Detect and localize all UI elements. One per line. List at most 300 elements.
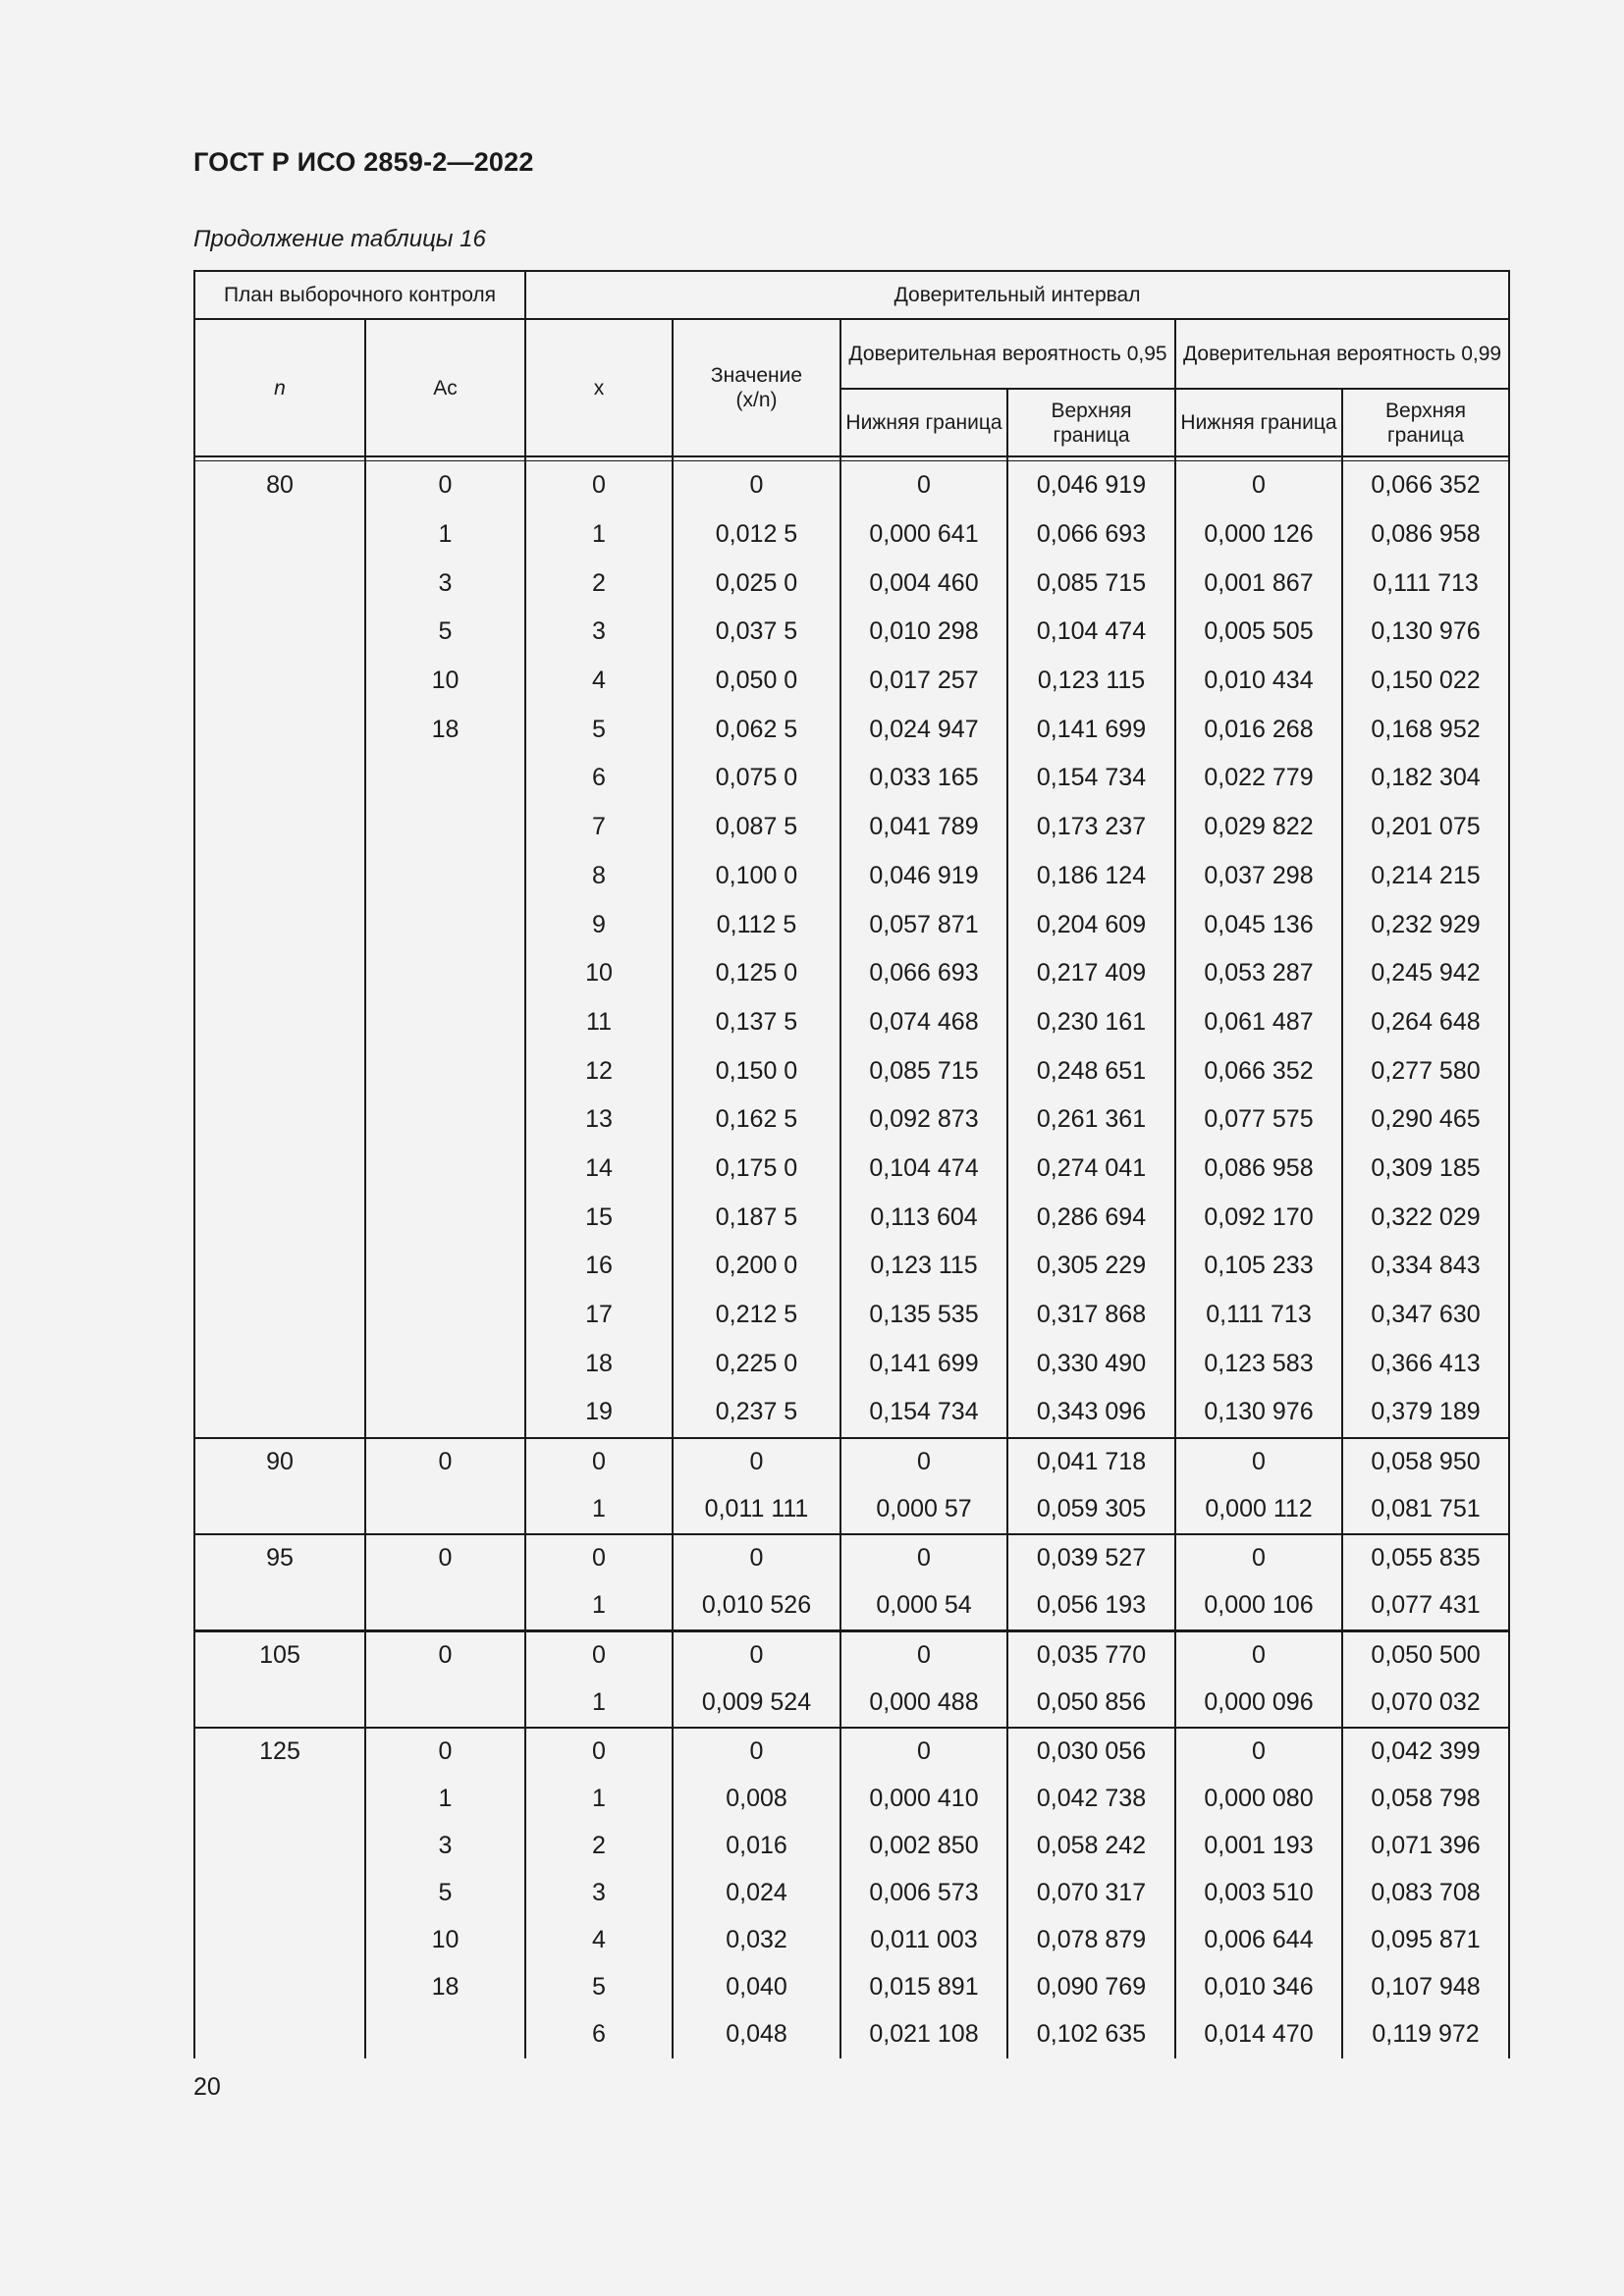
cell-ac <box>365 949 525 998</box>
cell-ac <box>365 803 525 852</box>
cell-value: 0,012 5 <box>673 510 840 560</box>
cell-lower-99: 0,000 112 <box>1175 1486 1342 1534</box>
cell-lower-99: 0,006 644 <box>1175 1917 1342 1964</box>
cell-ac <box>365 1046 525 1095</box>
cell-x: 0 <box>525 1438 673 1486</box>
document-header: ГОСТ Р ИСО 2859-2—2022 <box>193 147 534 177</box>
cell-lower-99: 0,022 779 <box>1175 754 1342 803</box>
cell-lower-95: 0 <box>840 1728 1007 1776</box>
cell-value: 0,175 0 <box>673 1145 840 1194</box>
cell-ac: 0 <box>365 461 525 510</box>
cell-upper-95: 0,104 474 <box>1007 608 1175 657</box>
cell-lower-99: 0,000 096 <box>1175 1680 1342 1728</box>
header-conf95: Доверительная вероятность 0,95 <box>840 319 1175 389</box>
cell-lower-95: 0,085 715 <box>840 1046 1007 1095</box>
cell-ac <box>365 1145 525 1194</box>
cell-upper-99: 0,182 304 <box>1342 754 1509 803</box>
cell-n <box>194 705 365 754</box>
cell-lower-99: 0,010 346 <box>1175 1964 1342 2011</box>
cell-n <box>194 1917 365 1964</box>
cell-x: 6 <box>525 754 673 803</box>
cell-x: 18 <box>525 1339 673 1388</box>
cell-ac <box>365 1095 525 1145</box>
cell-upper-99: 0,201 075 <box>1342 803 1509 852</box>
cell-lower-95: 0,004 460 <box>840 559 1007 608</box>
cell-upper-95: 0,141 699 <box>1007 705 1175 754</box>
cell-n: 95 <box>194 1534 365 1582</box>
table-row <box>194 1582 1509 1631</box>
cell-upper-99: 0,095 871 <box>1342 1917 1509 1964</box>
cell-n <box>194 1486 365 1534</box>
cell-ac: 18 <box>365 705 525 754</box>
cell-ac: 1 <box>365 1776 525 1823</box>
cell-lower-99: 0 <box>1175 1438 1342 1486</box>
cell-value: 0,075 0 <box>673 754 840 803</box>
cell-value: 0,040 <box>673 1964 840 2011</box>
cell-x: 1 <box>525 1486 673 1534</box>
cell-n <box>194 1145 365 1194</box>
cell-ac: 10 <box>365 657 525 706</box>
cell-upper-95: 0,154 734 <box>1007 754 1175 803</box>
cell-upper-95: 0,330 490 <box>1007 1339 1175 1388</box>
cell-upper-95: 0,030 056 <box>1007 1728 1175 1776</box>
cell-lower-99: 0 <box>1175 461 1342 510</box>
cell-x: 0 <box>525 1534 673 1582</box>
header-ac: Ac <box>365 319 525 456</box>
cell-n: 80 <box>194 461 365 510</box>
cell-upper-95: 0,261 361 <box>1007 1095 1175 1145</box>
cell-x: 14 <box>525 1145 673 1194</box>
table-row <box>194 1680 1509 1728</box>
cell-upper-99: 0,070 032 <box>1342 1680 1509 1728</box>
cell-lower-95: 0,000 488 <box>840 1680 1007 1728</box>
cell-x: 12 <box>525 1046 673 1095</box>
cell-value: 0,008 <box>673 1776 840 1823</box>
cell-lower-95: 0,092 873 <box>840 1095 1007 1145</box>
cell-x: 0 <box>525 1630 673 1680</box>
header-n-label: n <box>274 376 286 400</box>
cell-ac: 5 <box>365 1870 525 1917</box>
cell-value: 0,087 5 <box>673 803 840 852</box>
cell-ac: 3 <box>365 559 525 608</box>
cell-upper-99: 0,150 022 <box>1342 657 1509 706</box>
cell-ac <box>365 1291 525 1340</box>
table-row <box>194 510 1509 560</box>
cell-ac <box>365 1388 525 1438</box>
table-container <box>193 270 1508 2058</box>
cell-n <box>194 1339 365 1388</box>
cell-lower-95: 0,057 871 <box>840 900 1007 949</box>
cell-upper-99: 0,058 798 <box>1342 1776 1509 1823</box>
cell-value: 0,024 <box>673 1870 840 1917</box>
cell-n <box>194 510 365 560</box>
cell-lower-99: 0,092 170 <box>1175 1193 1342 1242</box>
table-row <box>194 1776 1509 1823</box>
table-row <box>194 1534 1509 1582</box>
table-row <box>194 1870 1509 1917</box>
cell-n <box>194 1680 365 1728</box>
cell-lower-99: 0,077 575 <box>1175 1095 1342 1145</box>
cell-upper-99: 0,058 950 <box>1342 1438 1509 1486</box>
cell-ac: 5 <box>365 608 525 657</box>
cell-ac: 10 <box>365 1917 525 1964</box>
cell-upper-95: 0,217 409 <box>1007 949 1175 998</box>
cell-lower-95: 0,011 003 <box>840 1917 1007 1964</box>
cell-x: 16 <box>525 1242 673 1291</box>
cell-n <box>194 1388 365 1438</box>
cell-n <box>194 900 365 949</box>
cell-lower-95: 0,000 410 <box>840 1776 1007 1823</box>
cell-upper-95: 0,186 124 <box>1007 852 1175 901</box>
cell-upper-99: 0,322 029 <box>1342 1193 1509 1242</box>
cell-lower-99: 0,111 713 <box>1175 1291 1342 1340</box>
cell-value: 0,125 0 <box>673 949 840 998</box>
cell-lower-99: 0,105 233 <box>1175 1242 1342 1291</box>
cell-lower-99: 0,053 287 <box>1175 949 1342 998</box>
cell-x: 3 <box>525 608 673 657</box>
cell-upper-95: 0,090 769 <box>1007 1964 1175 2011</box>
header-value-label: Значение <box>710 364 803 387</box>
table-row <box>194 998 1509 1047</box>
cell-x: 10 <box>525 949 673 998</box>
table-header <box>194 271 1509 456</box>
header-conf99: Доверительная вероятность 0,99 <box>1175 319 1509 389</box>
table-row <box>194 754 1509 803</box>
cell-upper-99: 0,379 189 <box>1342 1388 1509 1438</box>
cell-x: 1 <box>525 1680 673 1728</box>
cell-value: 0,016 <box>673 1823 840 1870</box>
cell-lower-99: 0,130 976 <box>1175 1388 1342 1438</box>
cell-upper-95: 0,041 718 <box>1007 1438 1175 1486</box>
cell-lower-99: 0,086 958 <box>1175 1145 1342 1194</box>
header-upper-99: Верхняя граница <box>1342 389 1509 456</box>
table-row <box>194 1630 1509 1680</box>
cell-lower-95: 0,104 474 <box>840 1145 1007 1194</box>
cell-x: 13 <box>525 1095 673 1145</box>
table-row <box>194 1046 1509 1095</box>
cell-lower-99: 0,029 822 <box>1175 803 1342 852</box>
cell-value: 0,212 5 <box>673 1291 840 1340</box>
cell-lower-99: 0 <box>1175 1728 1342 1776</box>
cell-x: 4 <box>525 1917 673 1964</box>
cell-upper-99: 0,232 929 <box>1342 900 1509 949</box>
cell-upper-95: 0,039 527 <box>1007 1534 1175 1582</box>
cell-lower-95: 0,135 535 <box>840 1291 1007 1340</box>
cell-lower-95: 0,033 165 <box>840 754 1007 803</box>
cell-x: 0 <box>525 1728 673 1776</box>
cell-lower-99: 0,045 136 <box>1175 900 1342 949</box>
table-row <box>194 657 1509 706</box>
table-row <box>194 1291 1509 1340</box>
cell-ac <box>365 1339 525 1388</box>
cell-x: 1 <box>525 1582 673 1631</box>
cell-upper-99: 0,347 630 <box>1342 1291 1509 1340</box>
cell-value: 0,032 <box>673 1917 840 1964</box>
header-x: x <box>525 319 673 456</box>
cell-upper-99: 0,086 958 <box>1342 510 1509 560</box>
cell-upper-95: 0,274 041 <box>1007 1145 1175 1194</box>
cell-lower-95: 0,041 789 <box>840 803 1007 852</box>
cell-value: 0,187 5 <box>673 1193 840 1242</box>
cell-upper-99: 0,130 976 <box>1342 608 1509 657</box>
cell-lower-99: 0,123 583 <box>1175 1339 1342 1388</box>
cell-value: 0,112 5 <box>673 900 840 949</box>
cell-lower-95: 0,113 604 <box>840 1193 1007 1242</box>
cell-lower-95: 0 <box>840 1630 1007 1680</box>
cell-upper-99: 0,168 952 <box>1342 705 1509 754</box>
cell-n: 105 <box>194 1630 365 1680</box>
cell-n: 125 <box>194 1728 365 1776</box>
cell-lower-95: 0,141 699 <box>840 1339 1007 1388</box>
cell-upper-99: 0,081 751 <box>1342 1486 1509 1534</box>
cell-upper-95: 0,343 096 <box>1007 1388 1175 1438</box>
table-caption: Продолжение таблицы 16 <box>193 226 486 252</box>
cell-upper-95: 0,173 237 <box>1007 803 1175 852</box>
header-upper-95: Верхняя граница <box>1007 389 1175 456</box>
cell-upper-99: 0,119 972 <box>1342 2011 1509 2058</box>
cell-x: 3 <box>525 1870 673 1917</box>
cell-upper-95: 0,230 161 <box>1007 998 1175 1047</box>
cell-n <box>194 1242 365 1291</box>
cell-x: 17 <box>525 1291 673 1340</box>
cell-value: 0,025 0 <box>673 559 840 608</box>
cell-ac <box>365 1680 525 1728</box>
cell-x: 2 <box>525 1823 673 1870</box>
cell-lower-99: 0,001 193 <box>1175 1823 1342 1870</box>
cell-lower-95: 0 <box>840 1534 1007 1582</box>
cell-upper-95: 0,102 635 <box>1007 2011 1175 2058</box>
header-value <box>673 319 840 456</box>
cell-upper-99: 0,214 215 <box>1342 852 1509 901</box>
cell-lower-99: 0,061 487 <box>1175 998 1342 1047</box>
cell-upper-99: 0,066 352 <box>1342 461 1509 510</box>
cell-upper-99: 0,050 500 <box>1342 1630 1509 1680</box>
header-plan: План выборочного контроля <box>194 271 525 319</box>
cell-n <box>194 1291 365 1340</box>
table-row <box>194 803 1509 852</box>
cell-upper-99: 0,264 648 <box>1342 998 1509 1047</box>
table-row <box>194 949 1509 998</box>
cell-n <box>194 559 365 608</box>
cell-lower-99: 0,010 434 <box>1175 657 1342 706</box>
table-row <box>194 1438 1509 1486</box>
cell-value: 0,162 5 <box>673 1095 840 1145</box>
cell-lower-99: 0,016 268 <box>1175 705 1342 754</box>
cell-upper-99: 0,083 708 <box>1342 1870 1509 1917</box>
cell-lower-95: 0,123 115 <box>840 1242 1007 1291</box>
cell-lower-99: 0 <box>1175 1630 1342 1680</box>
cell-upper-99: 0,366 413 <box>1342 1339 1509 1388</box>
cell-upper-95: 0,248 651 <box>1007 1046 1175 1095</box>
cell-ac <box>365 1242 525 1291</box>
cell-upper-95: 0,050 856 <box>1007 1680 1175 1728</box>
cell-value: 0 <box>673 1534 840 1582</box>
cell-lower-99: 0,066 352 <box>1175 1046 1342 1095</box>
cell-n <box>194 2011 365 2058</box>
table-row <box>194 705 1509 754</box>
cell-value: 0,011 111 <box>673 1486 840 1534</box>
cell-value: 0,009 524 <box>673 1680 840 1728</box>
cell-lower-99: 0,003 510 <box>1175 1870 1342 1917</box>
cell-x: 11 <box>525 998 673 1047</box>
cell-upper-99: 0,071 396 <box>1342 1823 1509 1870</box>
cell-ac <box>365 852 525 901</box>
header-n <box>194 319 365 456</box>
cell-upper-95: 0,066 693 <box>1007 510 1175 560</box>
cell-ac <box>365 2011 525 2058</box>
cell-value: 0,237 5 <box>673 1388 840 1438</box>
table-row <box>194 2011 1509 2058</box>
cell-lower-95: 0,000 54 <box>840 1582 1007 1631</box>
table-row <box>194 1728 1509 1776</box>
cell-upper-95: 0,317 868 <box>1007 1291 1175 1340</box>
cell-value: 0 <box>673 1630 840 1680</box>
cell-x: 6 <box>525 2011 673 2058</box>
cell-upper-95: 0,056 193 <box>1007 1582 1175 1631</box>
cell-lower-95: 0,017 257 <box>840 657 1007 706</box>
table-row <box>194 461 1509 510</box>
cell-upper-95: 0,123 115 <box>1007 657 1175 706</box>
cell-upper-95: 0,078 879 <box>1007 1917 1175 1964</box>
cell-lower-95: 0,015 891 <box>840 1964 1007 2011</box>
header-value-formula: (x/n) <box>735 389 778 411</box>
cell-n <box>194 998 365 1047</box>
cell-ac: 18 <box>365 1964 525 2011</box>
cell-value: 0,100 0 <box>673 852 840 901</box>
header-interval: Доверительный интервал <box>525 271 1509 319</box>
cell-ac <box>365 900 525 949</box>
cell-value: 0,137 5 <box>673 998 840 1047</box>
cell-lower-99: 0 <box>1175 1534 1342 1582</box>
cell-x: 15 <box>525 1193 673 1242</box>
cell-lower-95: 0,006 573 <box>840 1870 1007 1917</box>
table-row <box>194 852 1509 901</box>
cell-x: 2 <box>525 559 673 608</box>
cell-upper-95: 0,046 919 <box>1007 461 1175 510</box>
cell-x: 19 <box>525 1388 673 1438</box>
cell-n <box>194 1095 365 1145</box>
cell-lower-95: 0,002 850 <box>840 1823 1007 1870</box>
cell-value: 0,037 5 <box>673 608 840 657</box>
page-number: 20 <box>193 2073 221 2101</box>
cell-x: 9 <box>525 900 673 949</box>
cell-value: 0,200 0 <box>673 1242 840 1291</box>
cell-n <box>194 608 365 657</box>
cell-lower-99: 0,000 080 <box>1175 1776 1342 1823</box>
header-lower-95: Нижняя граница <box>840 389 1007 456</box>
cell-upper-99: 0,077 431 <box>1342 1582 1509 1631</box>
cell-lower-99: 0,014 470 <box>1175 2011 1342 2058</box>
table-row <box>194 1964 1509 2011</box>
table-row <box>194 1823 1509 1870</box>
cell-ac <box>365 1582 525 1631</box>
cell-x: 1 <box>525 1776 673 1823</box>
cell-lower-95: 0,046 919 <box>840 852 1007 901</box>
cell-upper-99: 0,111 713 <box>1342 559 1509 608</box>
cell-x: 4 <box>525 657 673 706</box>
cell-ac: 0 <box>365 1728 525 1776</box>
cell-lower-95: 0,066 693 <box>840 949 1007 998</box>
cell-n <box>194 1823 365 1870</box>
cell-value: 0 <box>673 1438 840 1486</box>
cell-ac: 1 <box>365 510 525 560</box>
cell-upper-99: 0,277 580 <box>1342 1046 1509 1095</box>
cell-x: 5 <box>525 705 673 754</box>
cell-x: 5 <box>525 1964 673 2011</box>
cell-n: 90 <box>194 1438 365 1486</box>
cell-upper-95: 0,035 770 <box>1007 1630 1175 1680</box>
cell-upper-99: 0,055 835 <box>1342 1534 1509 1582</box>
cell-upper-99: 0,042 399 <box>1342 1728 1509 1776</box>
cell-n <box>194 1582 365 1631</box>
table-row <box>194 1388 1509 1438</box>
table-row <box>194 559 1509 608</box>
cell-n <box>194 1193 365 1242</box>
cell-x: 8 <box>525 852 673 901</box>
cell-upper-95: 0,286 694 <box>1007 1193 1175 1242</box>
cell-upper-95: 0,059 305 <box>1007 1486 1175 1534</box>
cell-ac <box>365 1486 525 1534</box>
cell-upper-95: 0,070 317 <box>1007 1870 1175 1917</box>
cell-ac: 0 <box>365 1534 525 1582</box>
cell-lower-99: 0,000 126 <box>1175 510 1342 560</box>
cell-ac: 0 <box>365 1438 525 1486</box>
cell-lower-95: 0 <box>840 1438 1007 1486</box>
cell-upper-99: 0,245 942 <box>1342 949 1509 998</box>
cell-value: 0,225 0 <box>673 1339 840 1388</box>
cell-value: 0,010 526 <box>673 1582 840 1631</box>
cell-x: 1 <box>525 510 673 560</box>
cell-n <box>194 1964 365 2011</box>
table-row <box>194 1486 1509 1534</box>
cell-x: 7 <box>525 803 673 852</box>
cell-ac: 0 <box>365 1630 525 1680</box>
cell-lower-95: 0,024 947 <box>840 705 1007 754</box>
cell-lower-95: 0,010 298 <box>840 608 1007 657</box>
cell-lower-95: 0,074 468 <box>840 998 1007 1047</box>
cell-lower-95: 0,154 734 <box>840 1388 1007 1438</box>
table-row <box>194 900 1509 949</box>
cell-ac <box>365 1193 525 1242</box>
cell-value: 0,062 5 <box>673 705 840 754</box>
cell-n <box>194 1870 365 1917</box>
cell-x: 0 <box>525 461 673 510</box>
cell-lower-95: 0,021 108 <box>840 2011 1007 2058</box>
cell-upper-99: 0,309 185 <box>1342 1145 1509 1194</box>
cell-ac: 3 <box>365 1823 525 1870</box>
table-row <box>194 1193 1509 1242</box>
cell-value: 0,150 0 <box>673 1046 840 1095</box>
cell-lower-95: 0,000 641 <box>840 510 1007 560</box>
cell-value: 0,048 <box>673 2011 840 2058</box>
header-lower-99: Нижняя граница <box>1175 389 1342 456</box>
cell-upper-99: 0,107 948 <box>1342 1964 1509 2011</box>
cell-n <box>194 754 365 803</box>
cell-lower-95: 0,000 57 <box>840 1486 1007 1534</box>
cell-lower-95: 0 <box>840 461 1007 510</box>
cell-upper-95: 0,305 229 <box>1007 1242 1175 1291</box>
cell-value: 0 <box>673 1728 840 1776</box>
cell-n <box>194 1046 365 1095</box>
table-row <box>194 1242 1509 1291</box>
table-row <box>194 1339 1509 1388</box>
table-row <box>194 608 1509 657</box>
cell-upper-95: 0,085 715 <box>1007 559 1175 608</box>
cell-n <box>194 949 365 998</box>
table-row <box>194 1095 1509 1145</box>
cell-n <box>194 657 365 706</box>
cell-lower-99: 0,000 106 <box>1175 1582 1342 1631</box>
